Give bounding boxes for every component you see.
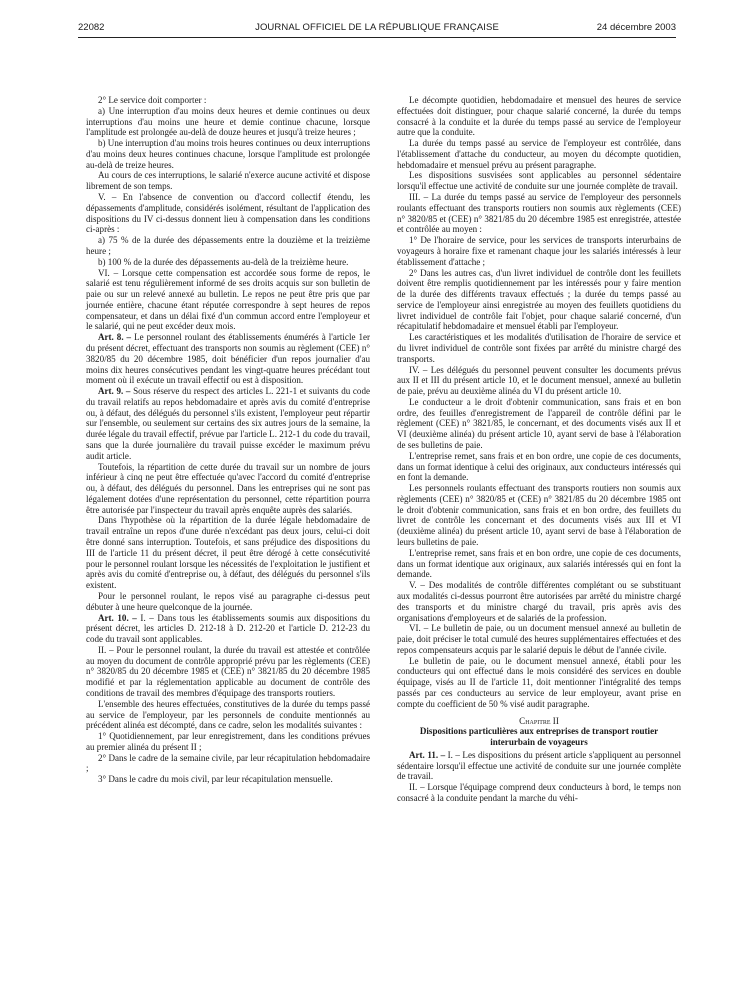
paragraph-text: b) 100 % de la durée des dépassements au-delà de la treizième heure. — [98, 256, 349, 267]
paragraph-text: 2° Dans le cadre de la semaine civile, par leur récapitulation hebdomadaire ; — [86, 752, 370, 774]
paragraph-text: I. – Dans tous les établissements soumis aux dispositions du présent décret, les articles D. 212-18 à D. 212-20 et l'article D. 212-23 du code du travail sont applicables. — [86, 612, 370, 645]
paragraph — [397, 656, 681, 710]
paragraph — [86, 645, 370, 699]
paragraph-text: b) Une interruption d'au moins trois heures continues ou deux interruptions d'au moins deux heures continues chacune, lorsque l'amplitude est prolongée au-delà de treize heures. — [86, 138, 370, 170]
paragraph — [397, 580, 681, 623]
paragraph — [397, 365, 681, 397]
paragraph — [397, 170, 681, 192]
right-column — [397, 95, 681, 804]
paragraph-text: Le décompte quotidien, hebdomadaire et mensuel des heures de service effectuées doit distinguer, pour chaque salarié concerné, la durée du temps consacré à la conduite et la durée du temps passé au service de l'employeur autre que la conduite. — [397, 95, 681, 138]
paragraph — [86, 235, 370, 257]
chapter-heading: Chapitre II — [519, 715, 559, 726]
paragraph — [86, 591, 370, 613]
paragraph — [397, 95, 681, 138]
paragraph-text: Au cours de ces interruptions, le salarié n'exerce aucune activité et dispose librement de son temps. — [86, 170, 370, 192]
paragraph — [86, 268, 370, 333]
paragraph — [86, 192, 370, 235]
paragraph-text: Toutefois, la répartition de cette durée du travail sur un nombre de jours inférieur à cinq ne peut être effectuée qu'avec l'accord du comité d'entreprise ou, à défaut, des délégués du personnel. Dans les entreprises qui ne sont pas légalement dotées d'une représentation du personnel, cette répartition pourra être autorisée par l'inspecteur du travail après enquête auprès des salariés. — [86, 461, 370, 515]
paragraph — [397, 138, 681, 170]
paragraph-text: 1° De l'horaire de service, pour les services de transports interurbains de voyageurs à horaire fixe et ramenant chaque jour les salariés intéressés à leur établissement d'attache ; — [397, 235, 681, 267]
paragraph — [86, 386, 370, 461]
paragraph — [86, 613, 370, 645]
article-number: Art. 8. – — [98, 332, 132, 343]
paragraph-text: Les caractéristiques et les modalités d'utilisation de l'horaire de service et du livret individuel de contrôle sont fixées par arrêté du ministre chargé des transports. — [397, 332, 681, 364]
paragraph — [397, 623, 681, 655]
paragraph — [86, 170, 370, 192]
paragraph-text: II. – Pour le personnel roulant, la durée du travail est attestée et contrôlée au moyen du document de contrôle approprié prévu par les règlements (CEE) n° 3820/85 du 20 décembre 1985 et (CEE) n° 3821/85 du 20 décembre 1985 modifié et par la réglementation applicable au document de contrôle des conditions de travail des membres d'équipage des transports routiers. — [86, 644, 370, 698]
paragraph-text: V. – Des modalités de contrôle différentes complétant ou se substituant aux modalités ci-dessus pourront être autorisées par arrêté du ministre chargé des transports et du ministre chargé du travail, pris après avis des organisations d'employeurs et de salariés de la profession. — [397, 580, 681, 623]
left-column — [86, 95, 370, 785]
paragraph — [397, 268, 681, 333]
paragraph-text: I. – Les dispositions du présent article s'appliquent au personnel sédentaire lorsqu'il effectue une activité de conduite sur une journée complète de travail. — [397, 749, 681, 782]
paragraph — [397, 332, 681, 364]
article-number: Art. 11. – — [409, 749, 446, 760]
paragraph — [86, 106, 370, 138]
paragraph — [397, 451, 681, 483]
paragraph-text: Pour le personnel roulant, le repos visé au paragraphe ci-dessus peut débuter à une heure quelconque de la journée. — [86, 590, 370, 612]
paragraph — [397, 548, 681, 580]
paragraph — [397, 397, 681, 451]
paragraph-text: II. – Lorsque l'équipage comprend deux conducteurs à bord, le temps non consacré à la conduite pendant la marche du véhi- — [397, 782, 681, 803]
paragraph-text: 1° Quotidiennement, par leur enregistrement, dans les conditions prévues au premier alinéa du présent II ; — [86, 731, 370, 752]
paragraph-text: Sous réserve du respect des articles L. 221-1 et suivants du code du travail relatifs au repos hebdomadaire et après avis du comité d'entreprise ou, à défaut, des délégués du personnel s'ils existent, l'employeur peut répartir sur l'ensemble, ou seulement sur certains des six autres jours de la semaine, la durée légale du travail effectif, prévue par l'article L. 212-1 du code du travail, sans que la durée journalière du travail puisse excéder le maximum prévu audit article. — [86, 386, 370, 461]
paragraph — [397, 235, 681, 267]
paragraph-text: Les dispositions susvisées sont applicables au personnel sédentaire lorsqu'il effectue une activité de conduite sur une journée complète de travail. — [397, 170, 681, 192]
paragraph-text: La durée du temps passé au service de l'employeur est contrôlée, dans l'établissement d'attache du conducteur, au moyen du décompte quotidien, hebdomadaire et mensuel prévu au présent paragraphe. — [397, 138, 681, 170]
paragraph-text: VI. – Lorsque cette compensation est accordée sous forme de repos, le salarié est tenu régulièrement informé de ses droits acquis sur son bulletin de paie ou sur un relevé annexé au bulletin. Le repos ne peut être pris que par journée entière, chacune étant réputée correspondre à sept heures de repos compensateur, et dans un délai fixé d'un commun accord entre l'employeur et le salarié, qui ne peut excéder deux mois. — [86, 267, 370, 332]
page-number: 22082 — [78, 22, 105, 33]
paragraph-text: a) 75 % de la durée des dépassements entre la douzième et la treizième heure ; — [86, 235, 370, 256]
paragraph-text: V. – En l'absence de convention ou d'accord collectif étendu, les dépassements d'amplitude, considérés isolément, résultant de l'application des dispositions du IV ci-dessus donnent lieu à compensation dans les conditions ci-après : — [86, 192, 370, 235]
paragraph — [86, 515, 370, 590]
paragraph-text: L'entreprise remet, sans frais et en bon ordre, une copie de ces documents, dans un format identique aux originaux, aux salariés intéressés qui en font la demande. — [397, 547, 681, 580]
paragraph — [397, 483, 681, 548]
paragraph — [86, 138, 370, 170]
journal-title: JOURNAL OFFICIEL DE LA RÉPUBLIQUE FRANÇAISE — [255, 22, 499, 33]
paragraph-text: L'entreprise remet, sans frais et en bon ordre, une copie de ces documents, dans un format identique à celui des originaux, aux conducteurs intéressés qui en font la demande. — [397, 450, 681, 483]
chapter-title: Dispositions particulières aux entreprises de transport routier interurbain de voyageurs — [419, 726, 659, 748]
paragraph-text: 2° Dans les autres cas, d'un livret individuel de contrôle dont les feuillets doivent être remplis quotidiennement par les intéressés pour y faire mention de la durée des différents travaux effectués ; la durée du temps passé au service de l'employeur ainsi enregistrée au moyen des feuillets quotidiens du livret individuel de contrôle fait l'objet, pour chaque salarié concerné, d'un récapitulatif hebdomadaire et mensuel établi par l'employeur. — [397, 267, 681, 332]
paragraph-text: 2° Le service doit comporter : — [98, 95, 207, 105]
paragraph — [86, 332, 370, 386]
paragraph — [86, 95, 370, 106]
publication-date: 24 décembre 2003 — [596, 22, 676, 33]
paragraph — [397, 782, 681, 804]
paragraph-text: Dans l'hypothèse où la répartition de la durée légale hebdomadaire de travail entraîne un repos d'une durée n'excédant pas deux jours, celui-ci doit être donné sans interruption. Toutefois, et sans préjudice des dispositions du III de l'article 11 du présent décret, il peut être dérogé à cette consécutivité pour le personnel roulant lorsque les nécessités de l'exploitation le justifient et après avis du comité d'entreprise ou, à défaut, des délégués du personnel s'ils existent. — [86, 515, 370, 591]
article-number: Art. 9. – — [98, 386, 131, 397]
paragraph-text: 3° Dans le cadre du mois civil, par leur récapitulation mensuelle. — [98, 774, 333, 785]
paragraph-text: Le bulletin de paie, ou le document mensuel annexé, établi pour les conducteurs qui ont effectué dans le mois considéré des services en double équipage, visés au II de l'article 11, doit mentionner l'intégralité des temps passés par ces conducteurs au service de leur employeur, avant prise en compte du coefficient de 50 % visé audit paragraphe. — [397, 655, 681, 709]
paragraph — [86, 699, 370, 731]
paragraph-text: a) Une interruption d'au moins deux heures et demie continues ou deux interruptions d'au moins une heure et demie continue chacune, lorsque l'amplitude est prolongée au-delà de douze heures et jusqu'à treize heures ; — [86, 105, 370, 138]
paragraph-text: Les personnels roulants effectuant des transports routiers non soumis aux règlements (CEE) n° 3820/85 et (CEE) n° 3821/85 du 20 décembre 1985 ont le droit d'obtenir communication, sans frais et en bon ordre, des feuillets du livret de contrôle les concernant et des documents visés aux III et VI (deuxième alinéa) du présent article 10, ayant servi de base à l'élaboration de leurs bulletins de paie. — [397, 483, 681, 548]
paragraph — [397, 192, 681, 235]
paragraph-text: L'ensemble des heures effectuées, constitutives de la durée du temps passé au service de l'employeur, par les personnels de conduite mentionnés au précédent alinéa est décompté, dans ce cadre, selon les modalités suivantes : — [86, 698, 370, 731]
paragraph-text: IV. – Les délégués du personnel peuvent consulter les documents prévus aux II et III du présent article 10, et le document mensuel, annexé au bulletin de paie, prévu au deuxième alinéa du VI du présent article 10. — [397, 364, 681, 397]
paragraph-text: III. – La durée du temps passé au service de l'employeur des personnels roulants effectuant des transports routiers non soumis aux règlements (CEE) n° 3820/85 et (CEE) n° 3821/85 du 20 décembre 1985 est enregistrée, attestée et contrôlée au moyen : — [397, 192, 681, 235]
paragraph — [86, 462, 370, 516]
page-header — [78, 22, 676, 36]
paragraph — [86, 731, 370, 753]
paragraph-text: Le personnel roulant des établissements énumérés à l'article 1er du présent décret, effectuant des transports non soumis au règlement (CEE) n° 3820/85 du 20 décembre 1985, doit bénéficier d'un repos journalier d'au moins dix heures consécutives pendant les vingt-quatre heures précédant tout moment où il exécute un travail effectif ou est à disposition. — [86, 332, 371, 386]
paragraph — [86, 257, 370, 268]
header-rule — [78, 37, 676, 38]
paragraph — [397, 750, 681, 782]
paragraph-text: Le conducteur a le droit d'obtenir communication, sans frais et en bon ordre, des feuilles d'enregistrement de l'appareil de contrôle défini par le règlement (CEE) n° 3821/85, le concernant, et des documents visés aux II et VI (deuxième alinéa) du présent article 10, ayant servi de base à l'élaboration de ses bulletins de paie. — [397, 396, 681, 450]
article-number: Art. 10. – — [98, 612, 137, 623]
paragraph-text: VI. – Le bulletin de paie, ou un document mensuel annexé au bulletin de paie, doit préciser le total cumulé des heures supplémentaires effectuées et des repos compensateurs acquis par le salarié depuis le début de l'année civile. — [397, 623, 681, 655]
paragraph — [86, 774, 370, 785]
paragraph — [86, 753, 370, 775]
